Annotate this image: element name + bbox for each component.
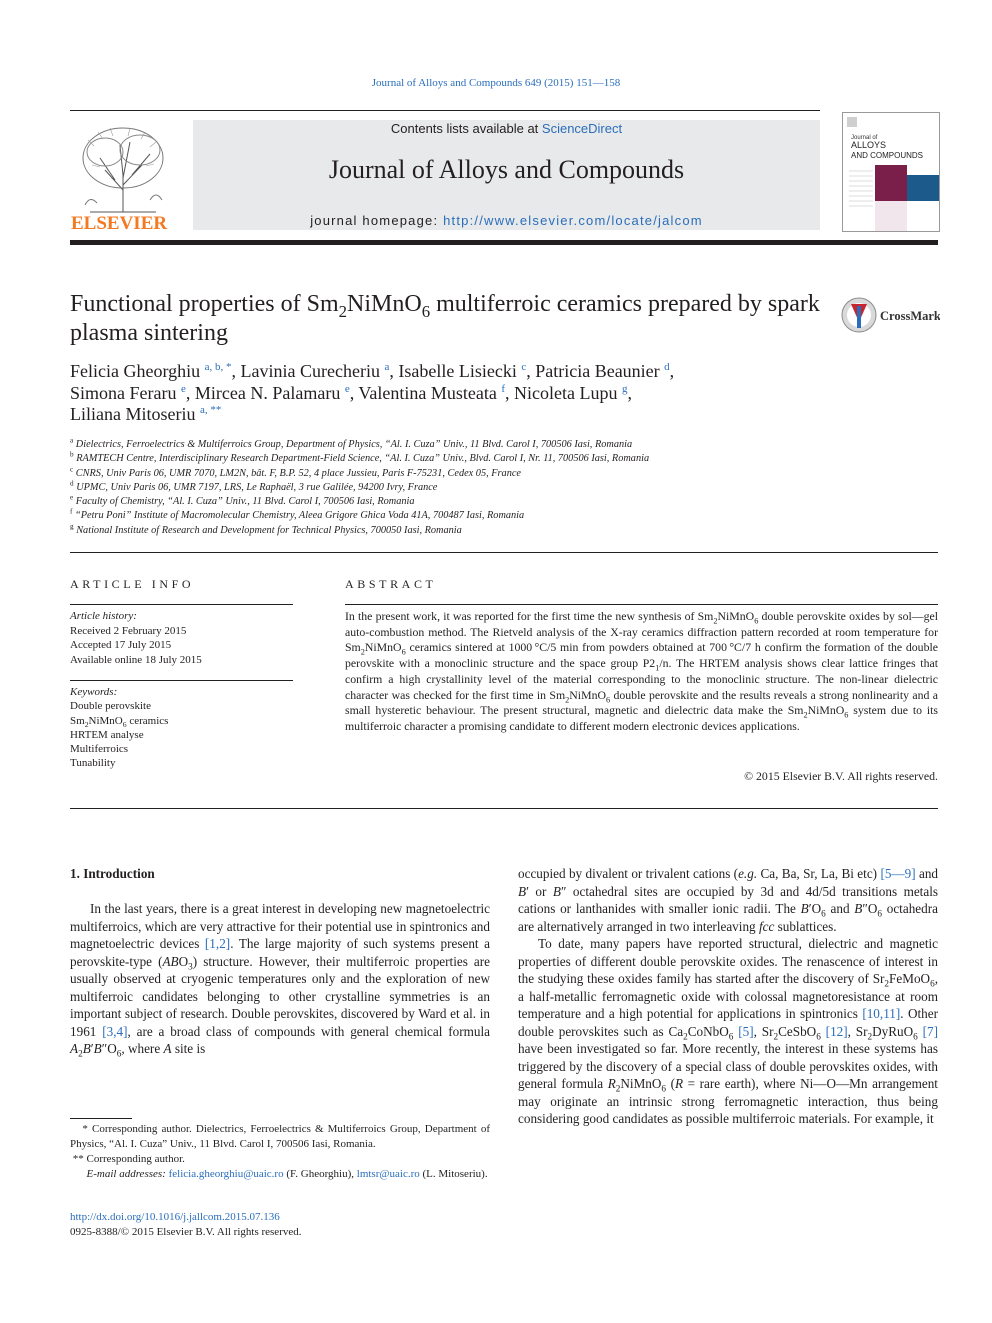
author-separator: , (185, 382, 195, 403)
citation-link[interactable]: [3,4] (102, 1023, 128, 1039)
author (535, 361, 674, 381)
author-name: Lavinia Curecheriu (240, 361, 380, 381)
title-part-2: NiMnO (347, 291, 422, 317)
author-separator: , (231, 361, 241, 381)
affiliation-text: CNRS, Univ Paris 06, UMR 7070, LM2N, bât. F, B.P. 52, 4 place Jussieu, Paris F-75231, Cedex 05, France (75, 467, 521, 479)
header-rule (70, 110, 820, 111)
contents-prefix: Contents lists available at (390, 121, 542, 136)
author (241, 361, 399, 381)
title-part-3: multiferroic ceramics prepared by spark plasma sintering (70, 291, 820, 346)
footnote-corresponding-2: ** Corresponding author. (70, 1153, 185, 1165)
section-rule (70, 552, 938, 553)
author-name: Simona Feraru (70, 382, 177, 403)
author-separator: , (627, 382, 633, 403)
author (195, 383, 359, 403)
author-name: Isabelle Lisiecki (398, 361, 517, 381)
body-paragraph: To date, many papers have reported structural, dielectric and magnetic properties of different double perovskite oxides. The renascence of interest in the studying these oxides family has started after the discovery of $Sr_2FeMoO_6$, a half-metallic ferromagnetic oxide with colossal magnetoresistance at room temperature and a high potential for applications in spintronics [10,11]. Other double perovskites such as $Ca_2CoNbO_6$ [5], $Sr_2CeSbO_6$ [12], $Sr_2DyRuO_6$ [7] have been investigated so far. More recently, the interest in these systems has triggered by the discovery of a special class of double perovskites oxides, with general formula $R_2NiMnO_6$ (R = rare earth), where Ni—O—Mn arrangement may originate an intrinsic strong ferromagnetic interaction, thus being considering good candidates as possible multiferroic materials. For example, it (518, 936, 939, 1126)
section-rule (70, 808, 938, 809)
journal-reference-link[interactable]: Journal of Alloys and Compounds 649 (2015) 151—158 (371, 77, 621, 89)
author-name: Felicia Gheorghiu (70, 361, 201, 381)
author-separator: , (526, 361, 536, 381)
affiliation (70, 452, 938, 466)
cover-title-line-1: Journal of (851, 135, 878, 141)
email-owner: (L. Mitoseriu). (422, 1168, 488, 1180)
article-history (70, 609, 293, 667)
affiliation-text: “Petru Poni” Institute of Macromolecular Chemistry, Aleea Grigore Ghica Voda 41A, 700487 Iasi, Romania (74, 510, 525, 522)
article-info-rule (70, 680, 293, 681)
body-column-right (518, 865, 938, 1128)
author-separator: , (389, 361, 399, 381)
author-name: Liliana Mitoseriu (70, 404, 196, 424)
affiliation-key: e (70, 493, 74, 502)
crossmark-label: CrossMark (880, 309, 940, 323)
author-affiliation-marker[interactable]: a, b, * (204, 361, 232, 373)
author-affiliation-marker[interactable]: f (501, 382, 506, 395)
email-link[interactable]: lmtsr@uaic.ro (356, 1168, 420, 1180)
email-owner: (F. Gheorghiu), (286, 1168, 355, 1180)
affiliation (70, 481, 938, 495)
author-affiliation-marker[interactable]: g (622, 382, 628, 395)
affiliation (70, 509, 938, 523)
affiliation-text: Dielectrics, Ferroelectrics & Multiferroics Group, Department of Physics, “Al. I. Cuza” Univ., 11 Blvd. Carol I, 700506 Iasi, Romania (75, 439, 633, 450)
affiliation-text: National Institute of Research and Development for Technical Physics, 700050 Iasi, Romania (76, 524, 462, 536)
keyword: $Sm_2NiMnO_6$ ceramics (70, 714, 169, 729)
citation-link[interactable]: [5—9] (880, 866, 916, 881)
homepage-line (193, 213, 820, 228)
citation-link[interactable]: [1,2] (204, 936, 231, 951)
author-affiliation-marker[interactable]: e (180, 382, 186, 395)
abstract-copyright: © 2015 Elsevier B.V. All rights reserved. (744, 769, 938, 783)
homepage-prefix: journal homepage: (310, 213, 444, 228)
keyword: Tunability (70, 757, 116, 770)
author-affiliation-marker[interactable]: a (384, 361, 390, 373)
affiliation-text: RAMTECH Centre, Interdisciplinary Research Department-Field Science, “Al. I. Cuza” Univ., Blvd. Carol I, Nr. 11, 700506 Iasi, Romania (76, 453, 650, 465)
title-subscript-2: 6 (421, 301, 431, 321)
elsevier-logo[interactable] (70, 120, 176, 232)
keyword: Double perovskite (70, 700, 151, 713)
author (358, 383, 514, 403)
keyword-list (70, 685, 293, 771)
keyword: Multiferroics (70, 743, 129, 756)
author-name: Nicoleta Lupu (514, 382, 618, 403)
citation-link[interactable]: [5] (738, 1023, 754, 1039)
footnotes (70, 1122, 490, 1182)
affiliation-key: c (70, 465, 74, 474)
author-name: Valentina Musteata (358, 382, 497, 403)
citation-link[interactable]: [12] (825, 1023, 848, 1039)
issn-copyright: 0925-8388/© 2015 Elsevier B.V. All rights reserved. (70, 1226, 302, 1238)
author-list (70, 361, 810, 426)
body-paragraph: In the last years, there is a great interest in developing new magnetoelectric multiferroics, which are very attractive for their potential use in spintronics and magnetoelectric devices [1,2]. The large majority of such systems present a perovskite-type $(ABO_3)$ structure. However, their multiferroic properties are usually observed at cryogenic temperatures only and the exploration of new multiferroic candidates belonging to other crystalline symmetries is an important subject of research. Double perovskites, discovered by Ward et al. in 1961 [3,4], are a broad class of compounds with general chemical formula $A_2B'B''O_6$, where A site is (70, 901, 491, 1059)
doi-link[interactable]: http://dx.doi.org/10.1016/j.jallcom.2015.07.136 (70, 1211, 280, 1223)
author-affiliation-marker[interactable]: e (344, 382, 350, 395)
elsevier-wordmark: ELSEVIER (71, 213, 168, 232)
footnote-text: Corresponding author. Dielectrics, Ferroelectrics & Multiferroics Group, Department of Physics, “Al. I. Cuza” Univ., 11 Blvd. Carol I, 700506 Iasi, Romania. (70, 1123, 491, 1150)
email-label: E-mail addresses: (86, 1168, 166, 1180)
homepage-link[interactable]: http://www.elsevier.com/locate/jalcom (443, 213, 703, 228)
elsevier-tree-icon (70, 120, 176, 232)
crossmark-button[interactable] (840, 296, 940, 336)
abstract-heading: ABSTRACT (345, 577, 437, 591)
affiliation-key: g (70, 522, 74, 531)
author-separator: , (669, 361, 675, 381)
article-info-heading: ARTICLE INFO (70, 577, 195, 591)
author-separator: , (505, 382, 515, 403)
body-paragraph: occupied by divalent or trivalent cations (e.g. Ca, Ba, Sr, La, Bi etc) [5—9] and B′ or B″ octahedral sites are occupied by 3d and 4d/5d transitions metals cations or lanthanides with smaller ionic radii. The $B'O_6$ and $B''O_6$ octahedra are alternatively arranged in two interleaving fcc sublattices. (518, 866, 939, 934)
affiliation (70, 467, 938, 481)
author (514, 383, 632, 403)
footnote-corresponding-1: * Corresponding author. Dielectrics, Ferroelectrics & Multiferroics Group, Department of Physics, “Al. I. Cuza” Univ., 11 Blvd. Carol I, 700506 Iasi, Romania. (70, 1123, 491, 1150)
author (398, 361, 535, 381)
history-item: Available online 18 July 2015 (70, 653, 202, 666)
author-affiliation-marker[interactable]: d (664, 361, 670, 373)
affiliation (70, 438, 938, 452)
footnote-text: Corresponding author. (86, 1153, 185, 1165)
abstract-rule (345, 604, 938, 605)
citation-link[interactable]: [7] (922, 1023, 939, 1039)
abstract-text: In the present work, it was reported for the first time the new synthesis of $Sm_2NiMnO_6$ double perovskite oxides by sol—gel auto-combustion method. The Rietveld analysis of the X-ray ceramics diffraction pattern recorded at room temperature for $Sm_2NiMnO_6$ ceramics sintered at 1000 °C/5 min from powders obtained at 700 °C/7 h confirm the formation of the double perovskite with a monoclinic structure and the space group $P2_1/n$. The HRTEM analysis shows clear lattice fringes that confirm a high crystallinity level of the material corresponding to the monoclinic structure. The non-linear dielectric character was checked for the first time in $Sm_2NiMnO_6$ double perovskite and the results reveals a strong nonlinearity and a small hysteretic behaviour. The present structural, magnetic and dielectric data make the $Sm_2NiMnO_6$ system due to its multiferroic character a promising candidate to different modern electronic devices applications. (345, 609, 939, 733)
title-part-1: Functional properties of Sm (70, 291, 339, 317)
author-name: Mircea N. Palamaru (194, 382, 341, 403)
affiliation-key: b (70, 450, 74, 459)
sciencedirect-link[interactable]: ScienceDirect (541, 121, 623, 136)
keyword: HRTEM analyse (70, 728, 144, 741)
footnote-emails (70, 1167, 490, 1182)
cover-image (843, 113, 939, 231)
crossmark-icon (840, 296, 940, 336)
cover-title-line-2: ALLOYS (851, 140, 887, 150)
history-item: Received 2 February 2015 (70, 624, 187, 637)
footnote-rule (70, 1118, 132, 1119)
paper-title (70, 290, 830, 348)
introduction-heading: 1. Introduction (70, 866, 155, 881)
author (70, 383, 195, 403)
header-thick-rule (70, 240, 938, 245)
cover-title-line-3: AND COMPOUNDS (851, 151, 924, 160)
author (70, 361, 241, 381)
author-affiliation-marker[interactable]: c (521, 361, 527, 373)
affiliation (70, 524, 938, 538)
keywords-label: Keywords: (70, 686, 118, 698)
affiliation-key: a (70, 436, 74, 445)
author-separator: , (349, 382, 359, 403)
author-affiliation-marker[interactable]: a, ** (199, 404, 222, 416)
citation-link[interactable]: [10,11] (862, 1006, 901, 1021)
affiliation (70, 495, 938, 509)
affiliation-text: Faculty of Chemistry, “Al. I. Cuza” Univ., 11 Blvd. Carol I, 700506 Iasi, Romania (75, 496, 415, 508)
journal-cover-thumbnail[interactable] (842, 112, 940, 232)
history-item: Accepted 17 July 2015 (70, 639, 172, 651)
affiliation-list (70, 438, 938, 538)
contents-line (193, 121, 820, 136)
body-column-left (70, 900, 490, 1058)
article-info-rule (70, 604, 293, 605)
author-name: Patricia Beaunier (535, 361, 660, 381)
email-link[interactable]: felicia.gheorghiu@uaic.ro (168, 1168, 284, 1180)
author (70, 404, 221, 424)
affiliation-text: UPMC, Univ Paris 06, UMR 7197, LRS, Le Raphaël, 3 rue Galilée, 94200 Ivry, France (76, 481, 438, 493)
title-subscript-1: 2 (338, 301, 348, 321)
affiliation-key: d (70, 479, 74, 488)
affiliation-key: f (70, 508, 73, 517)
history-label: Article history: (70, 610, 137, 622)
journal-name: Journal of Alloys and Compounds (328, 155, 685, 184)
